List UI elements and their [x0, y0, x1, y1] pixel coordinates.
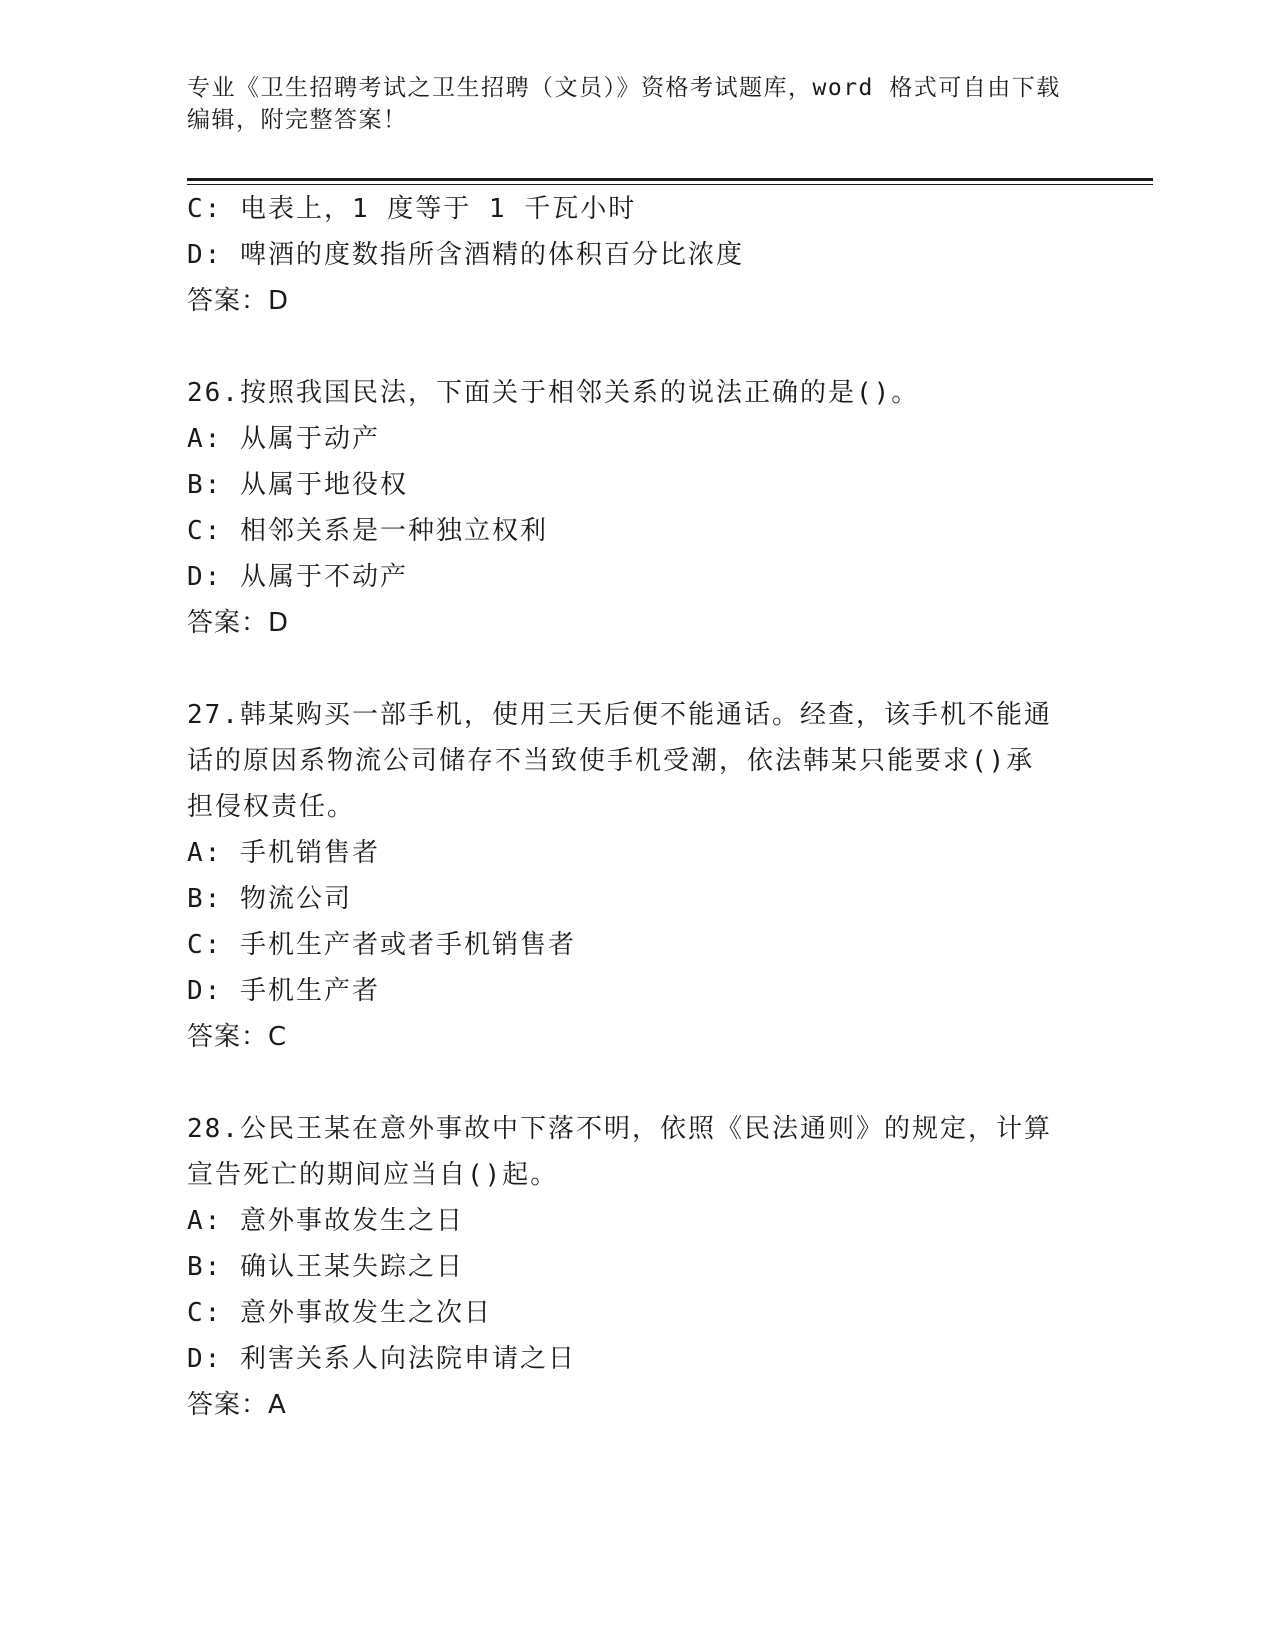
question-stem: 话的原因系物流公司储存不当致使手机受潮，依法韩某只能要求()承 [187, 746, 1035, 776]
question-stem: 担侵权责任。 [187, 792, 356, 822]
answer-line: 答案：D [187, 608, 290, 638]
header-divider-thick [187, 178, 1153, 181]
answer-line: 答案：D [187, 286, 290, 316]
option-d: D: 手机生产者 [187, 976, 380, 1006]
option-a: A: 意外事故发生之日 [187, 1206, 464, 1236]
option-c: C: 手机生产者或者手机销售者 [187, 930, 576, 960]
question-block-27 [187, 692, 1087, 1060]
spacer [187, 1060, 1087, 1106]
question-stem: 宣告死亡的期间应当自()起。 [187, 1160, 559, 1190]
option-c: C: 电表上，1 度等于 1 千瓦小时 [187, 194, 637, 224]
option-c: C: 意外事故发生之次日 [187, 1298, 492, 1328]
answer-line: 答案：A [187, 1390, 287, 1420]
question-block-28 [187, 1106, 1087, 1428]
header-line-1: 专业《卫生招聘考试之卫生招聘（文员）》资格考试题库，word 格式可自由下载 [187, 75, 1061, 101]
header-line-2: 编辑，附完整答案！ [187, 107, 408, 133]
question-stem: 26.按照我国民法，下面关于相邻关系的说法正确的是()。 [187, 378, 920, 408]
document-body [187, 186, 1087, 1428]
question-stem: 28.公民王某在意外事故中下落不明，依照《民法通则》的规定，计算 [187, 1114, 1052, 1144]
option-b: B: 物流公司 [187, 884, 352, 914]
option-a: A: 从属于动产 [187, 424, 380, 454]
option-d: D: 利害关系人向法院申请之日 [187, 1344, 576, 1374]
spacer [187, 646, 1087, 692]
spacer [187, 324, 1087, 370]
option-a: A: 手机销售者 [187, 838, 380, 868]
option-d: D: 啤酒的度数指所含酒精的体积百分比浓度 [187, 240, 744, 270]
question-stem: 27.韩某购买一部手机，使用三天后便不能通话。经查，该手机不能通 [187, 700, 1052, 730]
question-block-26 [187, 370, 1087, 646]
option-d: D: 从属于不动产 [187, 562, 408, 592]
option-b: B: 确认王某失踪之日 [187, 1252, 464, 1282]
answer-line: 答案：C [187, 1022, 288, 1052]
option-c: C: 相邻关系是一种独立权利 [187, 516, 548, 546]
option-b: B: 从属于地役权 [187, 470, 408, 500]
question-block-25-continuation [187, 186, 1087, 324]
page-header [187, 72, 1087, 136]
header-divider-thin [187, 184, 1153, 185]
